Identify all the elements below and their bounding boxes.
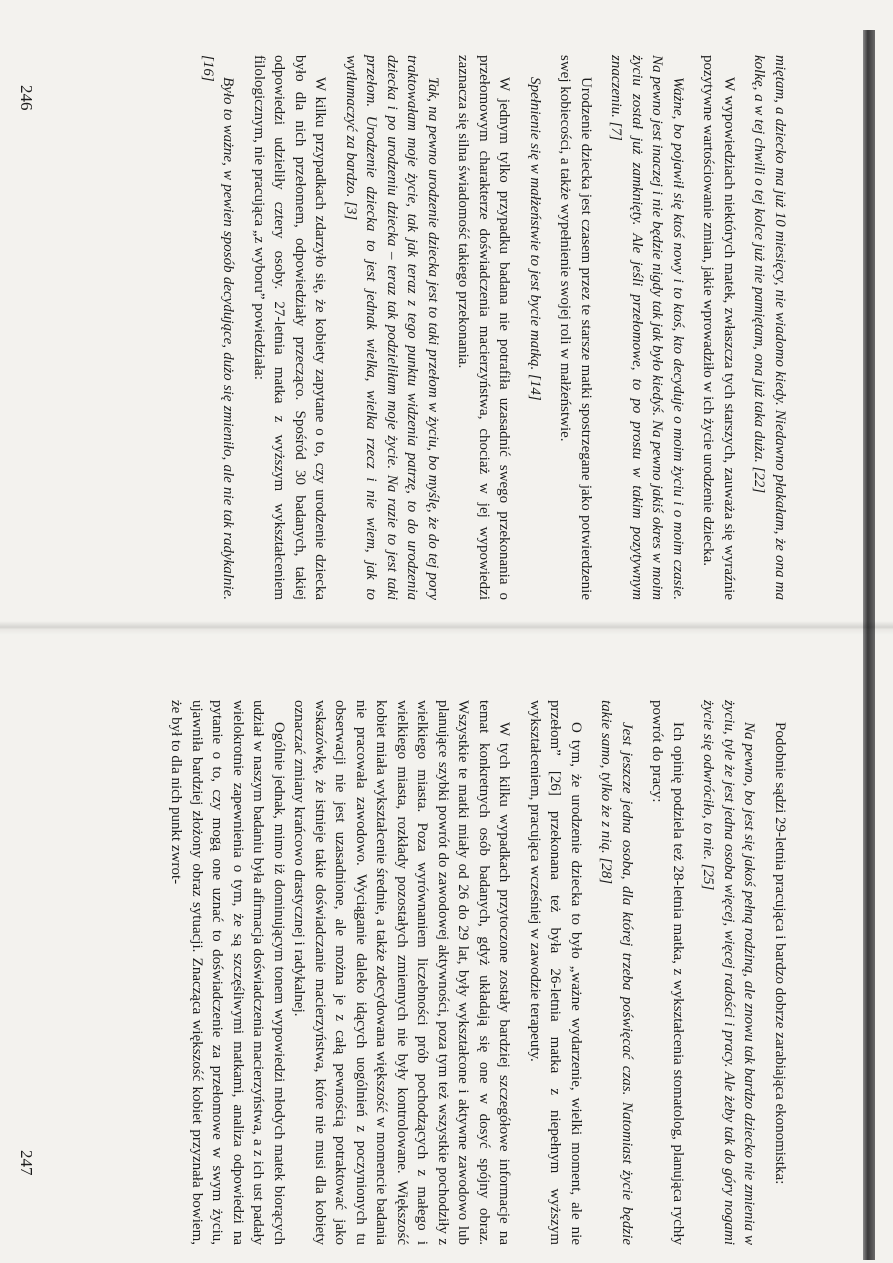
quote-paragraph: Tak, na pewno urodzenie dziecka jest to taki przełom w życiu, bo myślę, że do tej pory traktowałam moje życie, tak jak teraz z tego punktu widzenia patrzę, to do urodzenia dziecka i po urodzeniu dziecka – teraz tak podzieliłam moje życie. Na razie to jest taki przełom. Urodzenie dziecka to jest jednak wielka, wielka rzecz i nie wiem, jak to wytłumaczyć za bardzo. [3] xyxy=(343,55,441,600)
left-page-number-wrap xyxy=(16,85,36,111)
body-paragraph: Urodzenie dziecka jest czasem przez te starsze matki spostrzegane jako potwierdzenie swej kobiecości, a także wypełnienie swojej roli w małżeństwie. xyxy=(557,55,594,600)
body-paragraph: O tym, że urodzenie dziecka to było „ważne wydarzenie, wielki moment, ale nie przełom” [26] przekonana też była 26-letnia matka z niepełnym wyższym wykształceniem, pracująca wcześniej w zawodzie terapeuty. xyxy=(527,700,584,1245)
body-paragraph: Ich opinię podziela też 28-letnia matka, z wykształcenia stomatolog, planująca rychły powrót do pracy: xyxy=(649,700,686,1245)
scan-binding-edge xyxy=(863,30,875,1260)
left-page xyxy=(55,55,790,600)
quote-paragraph: miętam, a dziecko ma już 10 miesięcy, nie wiadomo kiedy. Niedawno płakałam, że ona ma kolkę, a w tej chwili o tej kolce już nie pamiętam, ona już taka duża. [22] xyxy=(751,55,788,600)
book-gutter xyxy=(0,621,893,635)
body-paragraph: W tych kilku wypadkach przytoczone zostały bardziej szczegółowe informacje na temat konkretnych osób badanych, gdyż układają się one w dosyć spójny obraz. Wszystkie te matki miały od 26 do 29 lat, były wykształcone i aktywne zawodowo lub planujące szybki powrót do zawodowej aktywności, poza tym też wszystkie pochodziły z wielkiego miasta. Poza wyrównaniem liczebności prób pochodzących z małego i wielkiego miasta, rozkłady pozostałych zmiennych nie były kontrolowane. Większość kobiet miała wykształcenie średnie, a także zdecydowana większość w momencie badania nie pracowała zawodowo. Wyciąganie daleko idących uogólnień z poczynionych tu obserwacji nie jest uzasadnione, ale można je z całą pewnością potraktować jako wskazówkę, że istnieje takie doświadczanie macierzyństwa, które nie musi dla kobiety oznaczać zmiany krańcowo drastycznej i radykalnej. xyxy=(291,700,513,1245)
left-page-text xyxy=(55,55,790,600)
quote-paragraph: Spełnienie się w małżeństwie to jest bycie matką. [14] xyxy=(527,77,543,401)
quote-paragraph: Na pewno, bo jest się jakoś pełną rodziną, ale znowu tak bardzo dziecko nie zmienia w życiu, tyle że jest jedna osoba więcej, więcej radości i pracy. Ale żeby tak do góry nogami życie się odwróciło, to nie. [25] xyxy=(700,700,758,1245)
page-number-left: 246 xyxy=(17,85,36,111)
body-paragraph: W kilku przypadkach zdarzyło się, że kobiety zapytane o to, czy urodzenie dziecka było dla nich przełomem, odpowiedziały przecząco. Spośród 30 badanych, takiej odpowiedzi udzieliły cztery osoby. 27-letnia matka z wyższym wykształceniem filologicznym, nie pracująca „z wyboru” powiedziała: xyxy=(251,55,329,600)
body-paragraph: Podobnie sądzi 29-letnia pracująca i bardzo dobrze zarabiająca ekonomistka: xyxy=(772,722,788,1185)
right-page xyxy=(55,700,790,1245)
quote-paragraph: Ważne, bo pojawił się ktoś nowy i to ktoś, kto decyduje o moim życiu i o moim czasie. Na pewno jest inaczej i nie będzie nigdy tak jak było kiedyś. Na pewno jakiś okres w moim życiu został już zamknięty. Ale jeśli przełomowe, to po prostu w takim pozytywnym znaczeniu. [7] xyxy=(608,55,686,600)
right-page-number-wrap xyxy=(16,1150,36,1176)
page-number-right: 247 xyxy=(17,1150,36,1176)
body-paragraph: W jednym tylko przypadku badana nie potrafiła uzasadnić swego przekonania o przełomowym charakterze doświadczenia macierzyństwa, chociaż w jej wypowiedzi zaznacza się silna świadomość takiego przekonania. xyxy=(455,55,513,600)
body-paragraph: W wypowiedziach niektórych matek, zwłaszcza tych starszych, zauważa się wyraźnie pozytywne wartościowanie zmian, jakie wprowadziło w ich życie urodzenie dziecka. xyxy=(700,55,737,600)
right-page-text xyxy=(55,700,790,1245)
body-paragraph: Ogólnie jednak, mimo iż dominującym tonem wypowiedzi młodych matek biorących udział w naszym badaniu była afirmacja doświadczenia macierzyństwa, a z ich ust padały wielokrotnie zapewnienia o tym, że są szczęśliwymi matkami, analiza odpowiedzi na pytanie o to, czy mogą one uznać to doświadczenie za przełomowe w swym życiu, ujawniła bardziej złożony obraz sytuacji. Znacząca większość kobiet przyznała bowiem, że był to dla nich punkt zwrot- xyxy=(168,700,287,1245)
quote-paragraph: Było to ważne, w pewien sposób decydujące, dużo się zmieniło, ale nie tak radykalnie. [16] xyxy=(200,55,237,600)
quote-paragraph: Jest jeszcze jedna osoba, dla której trzeba poświęcać czas. Natomiast życie będzie takie samo, tylko że z nią. [28] xyxy=(598,700,635,1245)
